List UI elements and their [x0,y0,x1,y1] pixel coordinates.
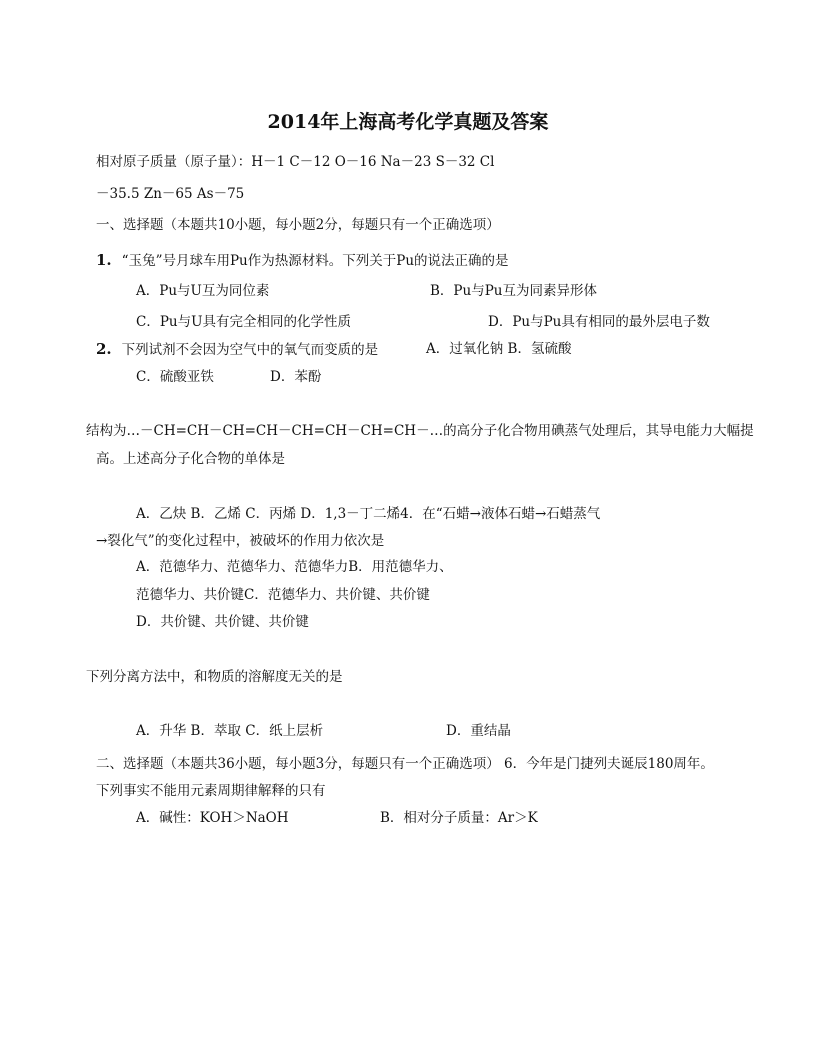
question-5-options-abc: A．升华 B．萃取 C．纸上层析 [136,723,324,739]
question-2-options-ab: A．过氧化钠 B．氢硫酸 [426,341,572,357]
question-3-options: A．乙炔 B．乙烯 C．丙烯 D．1,3－丁二烯4．在“石蜡→液体石蜡→石蜡蒸气 [136,506,601,522]
question-6-stem: 下列事实不能用元素周期律解释的只有 [96,783,326,799]
question-1-text: “玉兔”号月球车用Pu作为热源材料。下列关于Pu的说法正确的是 [121,253,509,269]
atomic-masses-line-1: 相对原子质量（原子量）：H－1 C－12 O－16 Na－23 S－32 Cl [96,154,495,170]
question-4-option-a: A．范德华力、范德华力、范德华力B．用范德华力、 [136,559,453,575]
question-1-option-c: C．Pu与U具有完全相同的化学性质 [136,314,351,330]
question-1-stem [96,251,509,270]
section-1-heading: 一、选择题（本题共10小题，每小题2分，每题只有一个正确选项） [96,217,500,233]
page-title: 2014年上海高考化学真题及答案 [267,111,549,133]
question-5-option-d: D．重结晶 [446,723,511,739]
question-2-option-c: C．硫酸亚铁 [136,369,214,385]
question-3-line-1: 结构为…－CH=CH－CH=CH－CH=CH－CH=CH－…的高分子化合物用碘蒸气处理后，其导电能力大幅提 [86,423,754,439]
question-2-number: 2. [96,340,112,358]
question-3-line-2: 高。上述高分子化合物的单体是 [96,451,285,467]
question-4-option-b: 范德华力、共价键C．范德华力、共价键、共价键 [136,587,430,603]
question-1-number: 1. [96,251,112,269]
question-1-option-b: B．Pu与Pu互为同素异形体 [430,283,597,299]
question-4-line-2: →裂化气”的变化过程中，被破坏的作用力依次是 [96,533,385,549]
question-5-stem: 下列分离方法中，和物质的溶解度无关的是 [86,669,343,685]
question-1-option-d: D．Pu与Pu具有相同的最外层电子数 [488,314,710,330]
question-1-option-a: A．Pu与U互为同位素 [136,283,270,299]
question-6-option-a: A．碱性：KOH＞NaOH [136,810,289,826]
atomic-masses-line-2: －35.5 Zn－65 As－75 [96,186,245,202]
question-6-option-b: B．相对分子质量：Ar＞K [380,810,538,826]
question-2-stem [96,340,378,359]
section-2-heading: 二、选择题（本题共36小题，每小题3分，每题只有一个正确选项） 6．今年是门捷列夫诞辰180周年。 [96,756,714,772]
question-2-option-d: D．苯酚 [270,369,322,385]
question-2-text: 下列试剂不会因为空气中的氧气而变质的是 [121,342,379,358]
question-4-option-d: D．共价键、共价键、共价键 [136,614,309,630]
